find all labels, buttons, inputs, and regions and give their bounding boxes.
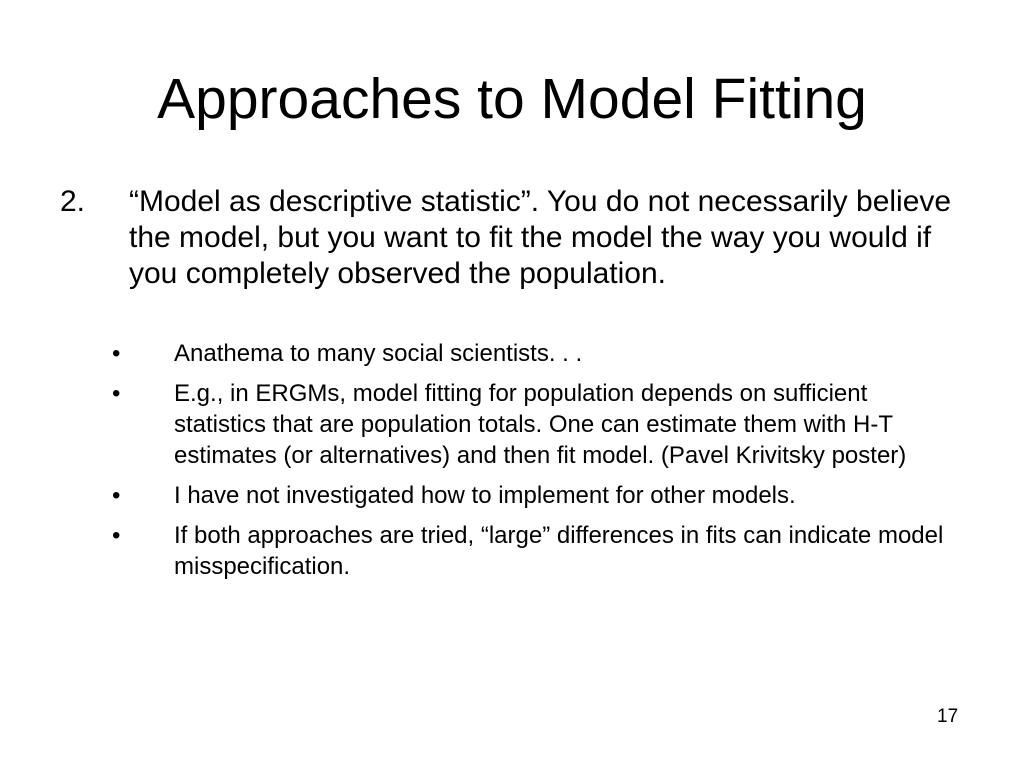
main-point <box>60 184 960 292</box>
bullet-icon: • <box>112 380 121 407</box>
slide-title: Approaches to Model Fitting <box>157 67 867 131</box>
bullet-icon: • <box>112 340 121 367</box>
slide-number: 17 <box>937 706 959 727</box>
bullet-text: I have not investigated how to implement for other models. <box>174 482 796 509</box>
bullet-text: E.g., in ERGMs, model fitting for population depends on sufficient statistics that are population totals. One can estimate them with H-T estimates (or alternatives) and then fit model. (Pavel Krivitsky poster) <box>174 380 907 469</box>
bullet-text: If both approaches are tried, “large” differences in fits can indicate model misspecification. <box>174 522 944 580</box>
bullet-item <box>112 338 962 369</box>
bullet-list <box>112 338 962 591</box>
main-point-text: “Model as descriptive statistic”. You do not necessarily believe the model, but you want to fit the model the way you would if you completely observed the population. <box>129 185 952 290</box>
bullet-icon: • <box>112 522 121 549</box>
bullet-item <box>112 520 962 582</box>
bullet-item <box>112 480 962 511</box>
bullet-icon: • <box>112 482 121 509</box>
bullet-text: Anathema to many social scientists. . . <box>174 340 583 367</box>
bullet-item <box>112 378 962 471</box>
main-point-number: 2. <box>60 185 86 218</box>
